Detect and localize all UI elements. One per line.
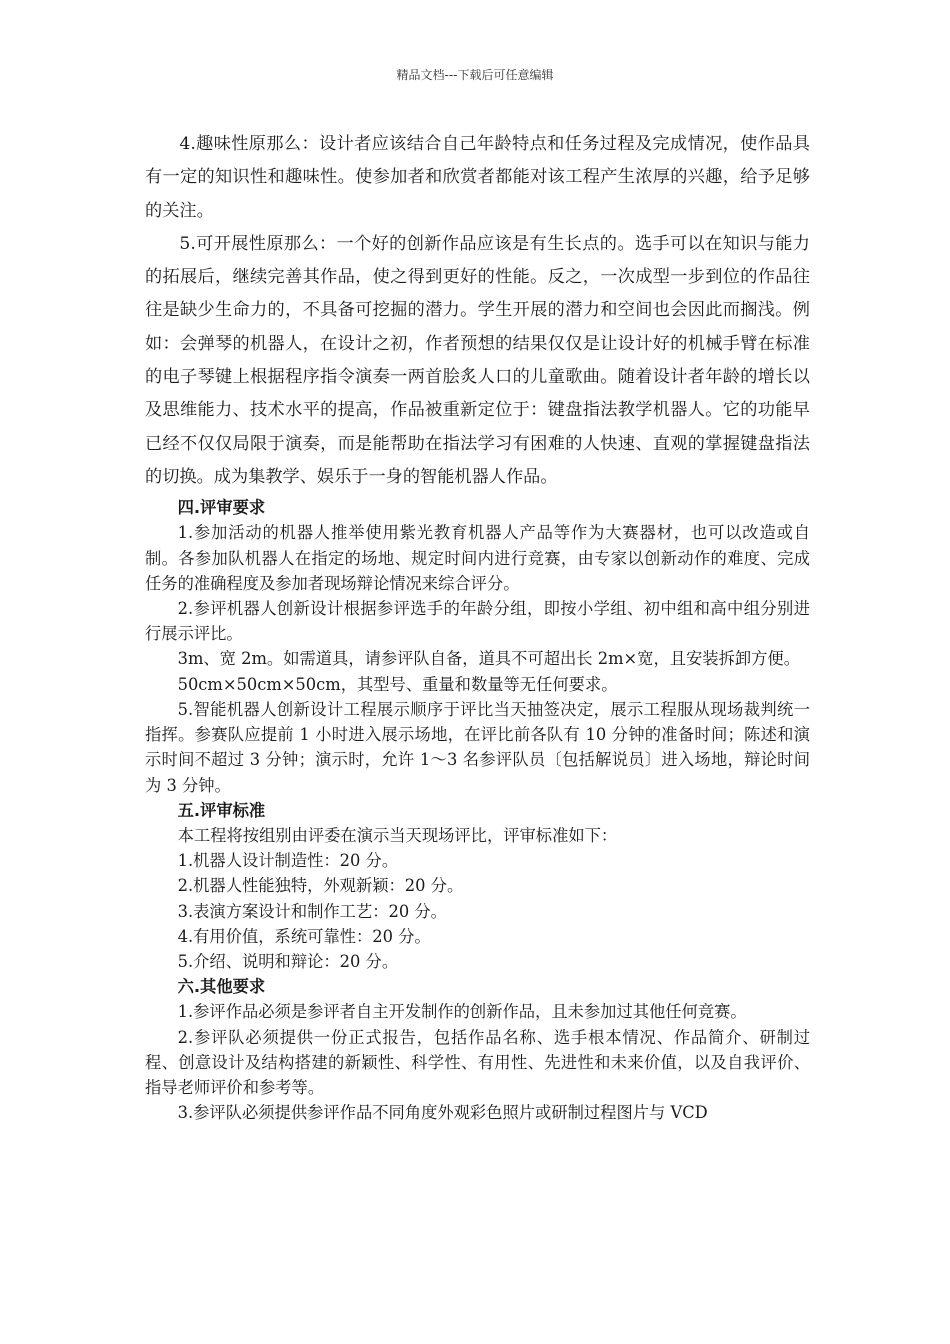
list-item: 2.机器人性能独特，外观新颖：20 分。 [177,876,464,896]
paragraph-interest-principle: 4.趣味性原那么：设计者应该结合自己年龄特点和任务过程及完成情况，使作品具有一定的知识性和趣味性。使参加者和欣赏者都能对该工程产生浓厚的兴趣，给予足够的关注。 [145,134,810,221]
list-item: 5.介绍、说明和辩论：20 分。 [177,951,399,971]
list-item: 3m、宽 2m。如需道具，请参评队自备，道具不可超出长 2m×宽，且安装拆卸方便。 [177,649,800,669]
page-header: 精品文档---下载后可任意编辑 [396,68,554,82]
document-body [145,128,810,1125]
principles-block [145,128,810,494]
list-item: 2.参评机器人创新设计根据参评选手的年龄分组，即按小学组、初中组和高中组分别进行展示评比。 [145,599,810,644]
section-heading-other-requirements: 六.其他要求 [177,977,266,997]
list-item: 50cm×50cm×50cm，其型号、重量和数量等无任何要求。 [177,674,618,694]
list-item: 1.参加活动的机器人推举使用紫光教育机器人产品等作为大赛器材，也可以改造或自制。各参加队机器人在指定的场地、规定时间内进行竞赛，由专家以创新动作的难度、完成任务的准确程度及参加者现场辩论情况来综合评分。 [145,523,810,593]
section-heading-review-requirements: 四.评审要求 [177,498,266,518]
list-item: 1.参评作品必须是参评者自主开发制作的创新作品，且未参加过其他任何竞赛。 [177,1002,747,1022]
list-item: 4.有用价值，系统可靠性：20 分。 [177,926,431,946]
list-item: 1.机器人设计制造性：20 分。 [177,851,399,871]
section-heading-review-criteria: 五.评审标准 [177,800,266,820]
requirements-block [145,495,810,1125]
list-item: 本工程将按组别由评委在演示当天现场评比，评审标准如下： [177,825,618,845]
list-item: 3.表演方案设计和制作工艺：20 分。 [177,901,447,921]
list-item: 3.参评队必须提供参评作品不同角度外观彩色照片或研制过程图片与 VCD [177,1103,708,1123]
paragraph-development-principle: 5.可开展性原那么：一个好的创新作品应该是有生长点的。选手可以在知识与能力的拓展后，继续完善其作品，使之得到更好的性能。反之，一次成型一步到位的作品往往是缺少生命力的，不具备可挖掘的潜力。学生开展的潜力和空间也会因此而搁浅。例如：会弹琴的机器人，在设计之初，作者预想的结果仅仅是让设计好的机械手臂在标准的电子琴键上根据程序指令演奏一两首脍炙人口的儿童歌曲。随着设计者年龄的增长以及思维能力、技术水平的提高，作品被重新定位于：键盘指法教学机器人。它的功能早已经不仅仅局限于演奏，而是能帮助在指法学习有困难的人快速、直观的掌握键盘指法的切换。成为集教学、娱乐于一身的智能机器人作品。 [145,233,810,487]
list-item: 2.参评队必须提供一份正式报告，包括作品名称、选手根本情况、作品简介、研制过程、创意设计及结构搭建的新颖性、科学性、有用性、先进性和未来价值，以及自我评价、指导老师评价和参考等。 [145,1027,810,1097]
list-item: 5.智能机器人创新设计工程展示顺序于评比当天抽签决定，展示工程服从现场裁判统一指挥。参赛队应提前 1 小时进入展示场地，在评比前各队有 10 分钟的准备时间；陈述和演示时间不超过 3 分钟；演示时，允许 1～3 名参评队员〔包括解说员〕进入场地，辩论时间为 3 分钟。 [145,699,810,795]
